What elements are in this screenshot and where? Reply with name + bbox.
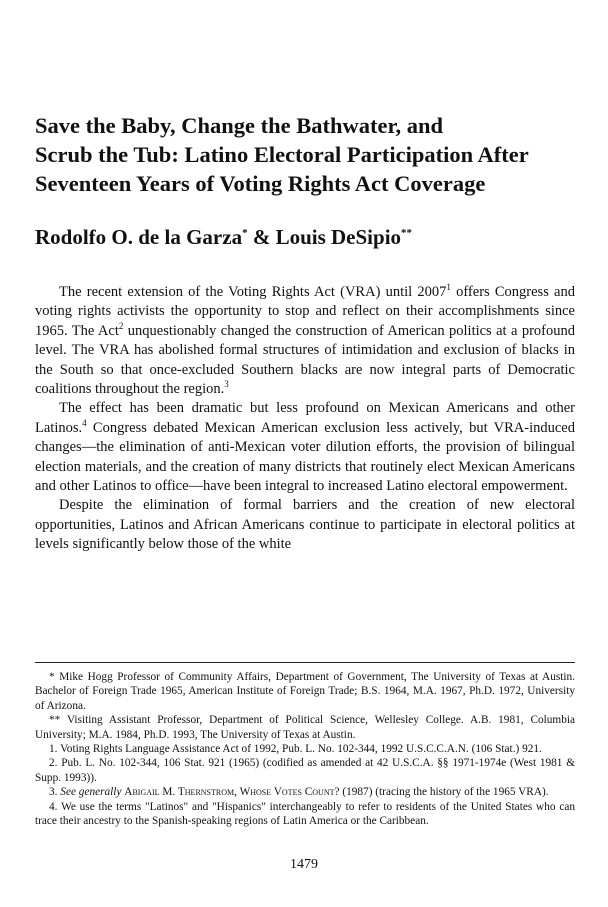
footnote-author-1: * Mike Hogg Professor of Community Affairs, Department of Government, The University of Texas at Austin. Bachelor of Foreign Trade 1965, American Institute of Foreign Trade; B.S. 1964, M.A. 1967, Ph.D. 1972, University of Arizona. xyxy=(35,671,575,712)
body-text: Congress debated Mexican American exclusion less actively, but VRA-induced changes—the elimination of anti-Mexican voter dilution efforts, the provision of bilingual election materials, and the creation of many districts that routinely elect Mexican Americans and other Latinos to office—have been integral to increased Latino electoral empowerment. xyxy=(35,419,575,495)
footnote-4: 4. We use the terms "Latinos" and "Hispanics" interchangeably to refer to residents of the United States who can trace their ancestry to the Spanish-speaking regions of Latin America or the Caribbean. xyxy=(35,800,575,828)
footnote-ref-1[interactable]: 1 xyxy=(446,282,451,293)
page-number: 1479 xyxy=(290,857,318,872)
citation-separator: , xyxy=(234,786,240,799)
article-title xyxy=(35,111,575,198)
author-note-marker-2[interactable]: ** xyxy=(401,227,413,239)
body-text: The recent extension of the Voting Rights Act (VRA) until 2007 xyxy=(59,284,447,300)
footnote-ref-4[interactable]: 4 xyxy=(82,418,87,429)
author-name-1: Rodolfo O. de la Garza xyxy=(35,225,243,249)
title-line-2: Scrub the Tub: Latino Electoral Participation After xyxy=(35,142,529,167)
cited-work: Whose Votes Count? xyxy=(239,786,340,799)
citation-signal: See generally xyxy=(60,786,122,799)
title-line-3: Seventeen Years of Voting Rights Act Coverage xyxy=(35,171,486,196)
footnote-2: 2. Pub. L. No. 102-344, 106 Stat. 921 (1965) (codified as amended at 42 U.S.C.A. §§ 1971-1974e (West 1981 & Supp. 1993)). xyxy=(35,757,575,784)
author-joiner: & xyxy=(247,225,276,249)
body-text: The effect has been dramatic but less profound on Mexican Americans and other Latinos. xyxy=(35,400,575,436)
citation-parenthetical: (1987) (tracing the history of the 1965 VRA). xyxy=(339,786,549,799)
title-line-1: Save the Baby, Change the Bathwater, and xyxy=(35,113,443,138)
article-body xyxy=(35,283,575,555)
footnote-divider xyxy=(35,662,575,663)
body-text: offers Congress and voting rights activists the opportunity to stop and reflect on their accomplishments since 1965. The Act xyxy=(35,284,575,339)
footnotes xyxy=(35,670,575,828)
footnote-number: 3. xyxy=(49,786,61,799)
footnote-3 xyxy=(35,785,575,799)
author-note-marker-1[interactable]: * xyxy=(242,227,248,239)
footnote-author-2: ** Visiting Assistant Professor, Department of Political Science, Wellesley College. A.B. 1981, Columbia University; M.A. 1984, Ph.D. 1993, The University of Texas at Austin. xyxy=(35,714,575,741)
footnote-ref-3[interactable]: 3 xyxy=(224,379,229,390)
body-paragraph-2 xyxy=(35,399,575,496)
footnote-1: 1. Voting Rights Language Assistance Act of 1992, Pub. L. No. 102-344, 1992 U.S.C.C.A.N. (106 Stat.) 921. xyxy=(49,743,542,756)
body-paragraph-1 xyxy=(35,283,575,399)
footnote-ref-2[interactable]: 2 xyxy=(118,320,124,331)
cited-author: Abigail M. Thernstrom xyxy=(124,786,235,799)
author-name-2: Louis DeSipio xyxy=(275,225,402,249)
body-text: unquestionably changed the construction of American politics at a profound level. The VRA has abolished formal structures of intimidation and exclusion of blacks in the South so that once-excluded Southern blacks are now integral parts of Democratic coalitions throughout the region. xyxy=(35,322,575,398)
body-paragraph-3: Despite the elimination of formal barriers and the creation of new electoral opportunities, Latinos and African Americans continue to participate in electoral politics at levels significantly below those of the white xyxy=(35,497,575,553)
author-byline xyxy=(35,225,412,250)
